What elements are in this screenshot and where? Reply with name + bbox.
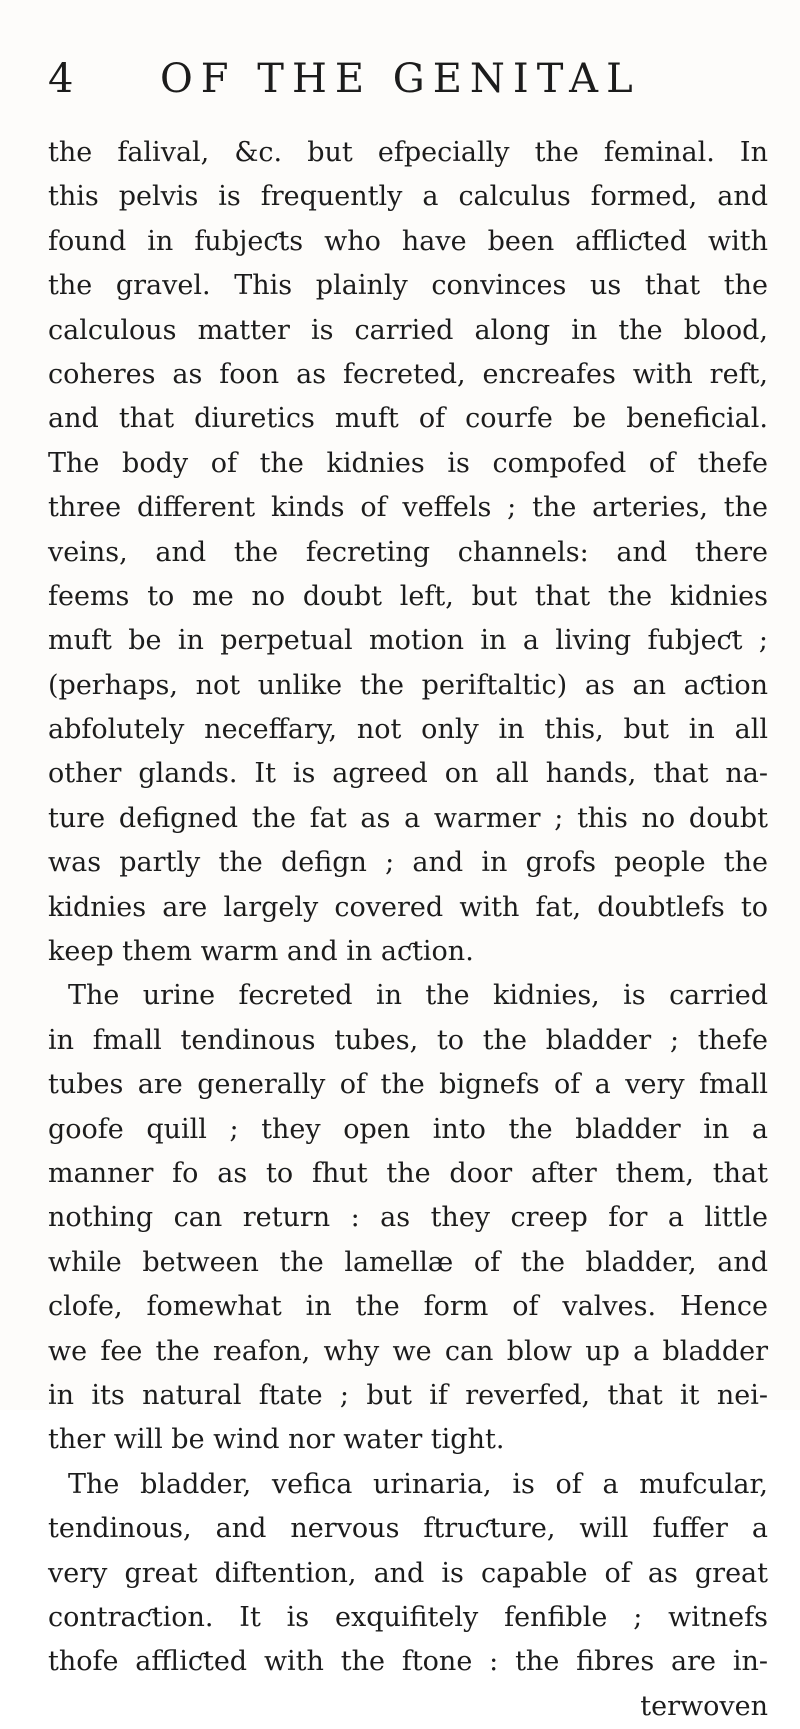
text-line: three different kinds of veffels ; the arteries, the — [48, 492, 768, 524]
text-line: The bladder, vefica urinaria, is of a mufcular, — [68, 1468, 768, 1500]
text-line: contraƈtion. It is exquifitely fenfible ; witnefs — [48, 1601, 768, 1633]
text-line: tubes are generally of the bignefs of a very fmall — [48, 1069, 768, 1101]
text-line: muft be in perpetual motion in a living fubjeƈt ; — [48, 625, 768, 657]
text-line: kidnies are largely covered with fat, doubtlefs to — [48, 891, 768, 923]
text-line: calculous matter is carried along in the blood, — [48, 314, 768, 346]
page-header — [48, 50, 768, 110]
text-line: goofe quill ; they open into the bladder in a — [48, 1113, 768, 1145]
text-line: ther will be wind nor water tight. — [48, 1424, 505, 1456]
text-line: clofe, fomewhat in the form of valves. Hence — [48, 1291, 768, 1323]
text-line: found in fubjeƈts who have been affliƈted with — [48, 225, 768, 257]
text-line: thofe affliƈted with the ftone : the fibres are in- — [48, 1646, 768, 1678]
text-line: nothing can return : as they creep for a little — [48, 1202, 768, 1234]
catchword: terwoven — [640, 1690, 768, 1722]
text-line: The body of the kidnies is compofed of thefe — [48, 447, 768, 479]
text-line: keep them warm and in aƈtion. — [48, 936, 474, 968]
text-line: very great diftention, and is capable of as great — [48, 1557, 768, 1589]
text-line: veins, and the fecreting channels: and there — [48, 536, 768, 568]
text-line: coheres as foon as fecreted, encreafes with reft, — [48, 358, 768, 390]
running-head: OF THE GENITAL — [160, 56, 641, 102]
text-line: other glands. It is agreed on all hands, that na- — [48, 758, 768, 790]
page-number: 4 — [48, 56, 74, 102]
text-line: in fmall tendinous tubes, to the bladder ; thefe — [48, 1024, 768, 1056]
text-line: was partly the defign ; and in grofs people the — [48, 847, 768, 879]
body-text — [48, 131, 768, 1729]
text-line: The urine fecreted in the kidnies, is carried — [68, 980, 768, 1012]
text-line: the gravel. This plainly convinces us that the — [48, 270, 768, 302]
text-line: abfolutely neceffary, not only in this, but in all — [48, 714, 768, 746]
text-line: ture defigned the fat as a warmer ; this no doubt — [48, 802, 768, 834]
text-line: and that diuretics muft of courfe be beneficial. — [48, 403, 768, 435]
text-line: (perhaps, not unlike the periftaltic) as an aƈtion — [48, 669, 768, 701]
text-line: in its natural ftate ; but if reverfed, that it nei- — [48, 1379, 768, 1411]
text-line: feems to me no doubt left, but that the kidnies — [48, 580, 768, 612]
text-line: this pelvis is frequently a calculus formed, and — [48, 181, 768, 213]
text-line: while between the lamellæ of the bladder, and — [48, 1246, 768, 1278]
text-line: manner fo as to fhut the door after them, that — [48, 1157, 768, 1189]
text-line: we fee the reafon, why we can blow up a bladder — [48, 1335, 768, 1367]
text-line: the falival, &c. but efpecially the feminal. In — [48, 137, 768, 168]
text-line: tendinous, and nervous ftruƈture, will fuffer a — [48, 1513, 768, 1545]
